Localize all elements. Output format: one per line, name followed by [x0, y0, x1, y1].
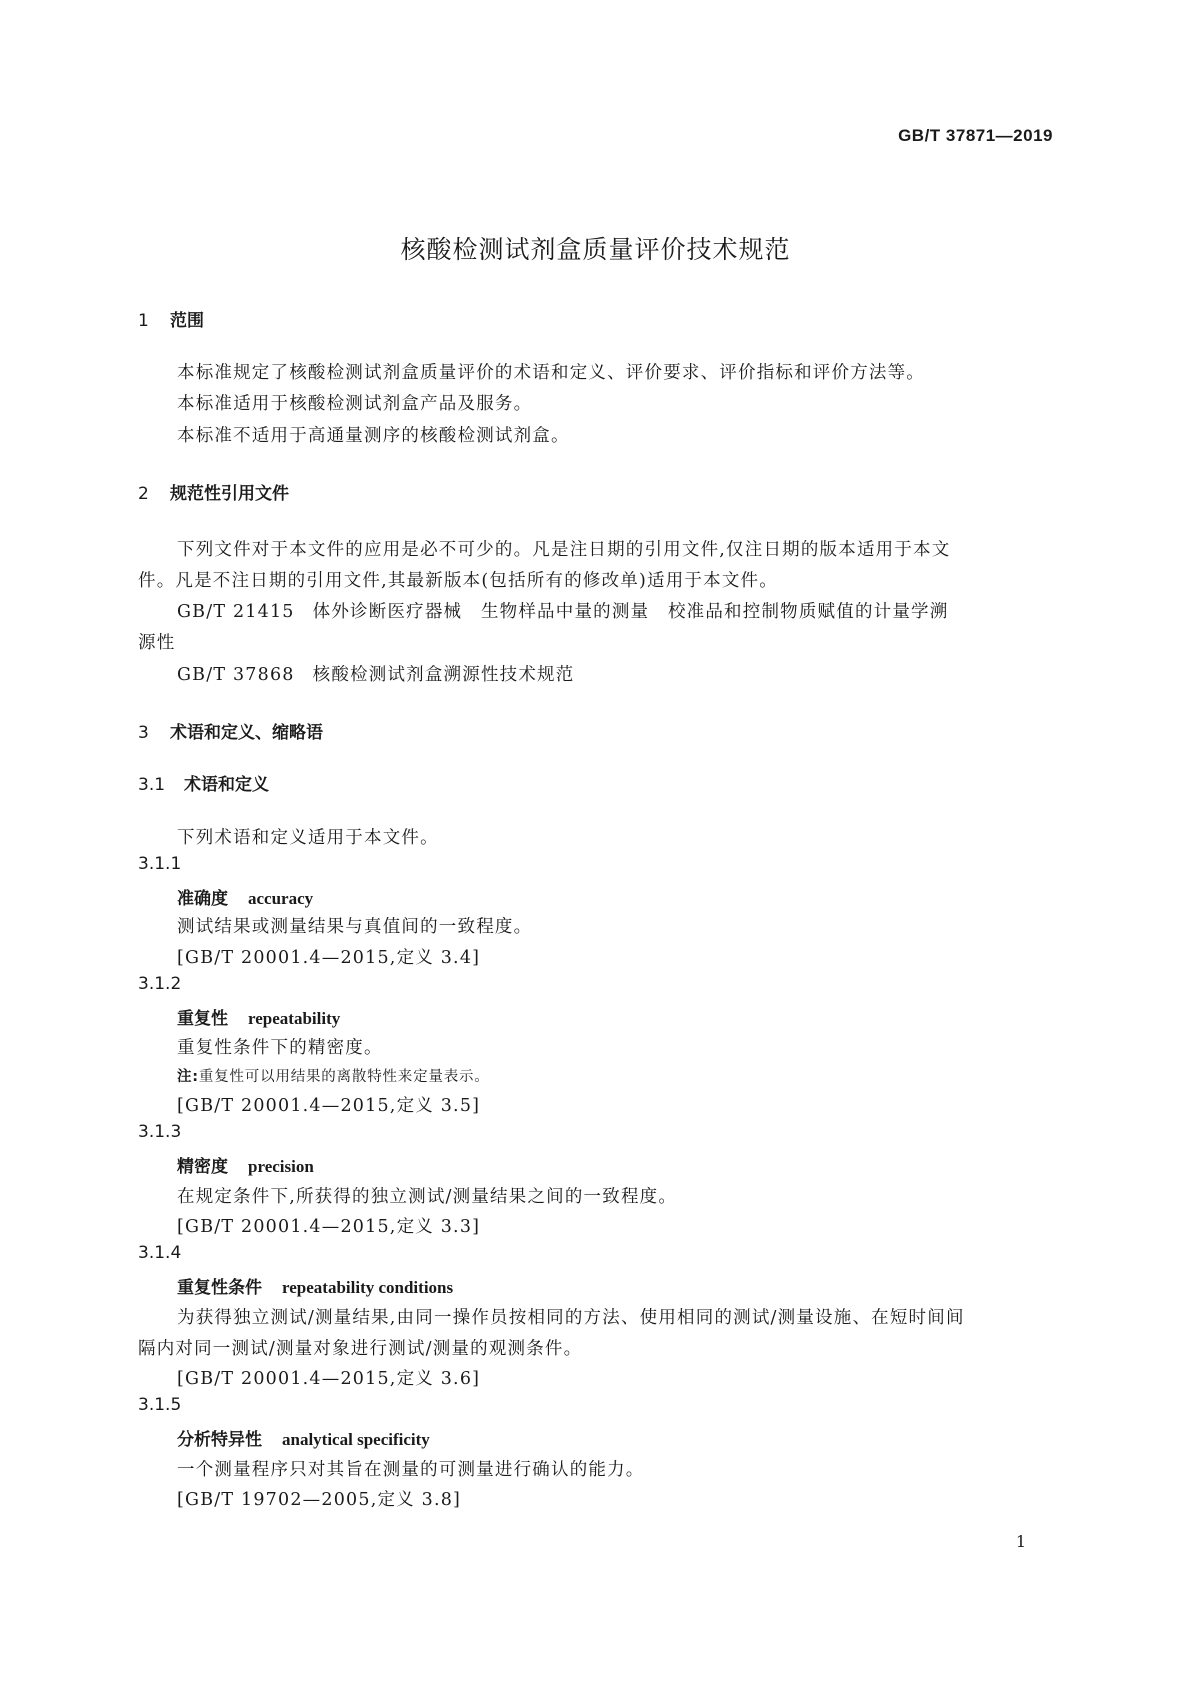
section-title: 规范性引用文件 [170, 484, 289, 504]
note-text: 重复性可以用结果的离散特性来定量表示。 [198, 1069, 490, 1085]
term-heading [177, 1425, 430, 1450]
reference-title: 核酸检测试剂盒溯源性技术规范 [312, 665, 575, 685]
section-title: 术语和定义 [184, 775, 269, 795]
term-heading [177, 1273, 453, 1298]
term-number: 3.1.1 [138, 854, 182, 874]
section-3-heading [138, 718, 323, 743]
paragraph: 下列术语和定义适用于本文件。 [177, 828, 439, 848]
paragraph: 本标准适用于核酸检测试剂盒产品及服务。 [177, 394, 533, 414]
section-title: 范围 [170, 311, 204, 331]
paragraph: 本标准规定了核酸检测试剂盒质量评价的术语和定义、评价要求、评价指标和评价方法等。 [177, 363, 925, 383]
term-definition: 测试结果或测量结果与真值间的一致程度。 [177, 917, 533, 937]
term-heading [177, 1004, 340, 1029]
note-label: 注: [177, 1069, 199, 1085]
term-source: [GB/T 19702—2005,定义 3.8] [177, 1490, 462, 1510]
document-title: 核酸检测试剂盒质量评价技术规范 [400, 235, 791, 264]
term-number: 3.1.4 [138, 1243, 182, 1263]
term-source: [GB/T 20001.4—2015,定义 3.3] [177, 1217, 481, 1237]
term-zh: 重复性条件 [177, 1278, 262, 1298]
section-number: 1 [138, 311, 149, 331]
term-number: 3.1.5 [138, 1395, 182, 1415]
reference-code: GB/T 21415 [177, 602, 295, 622]
term-note [177, 1065, 490, 1086]
term-definition: 为获得独立测试/测量结果,由同一操作员按相同的方法、使用相同的测试/测量设施、在短时间间 [177, 1308, 965, 1328]
term-zh: 重复性 [177, 1009, 228, 1029]
term-source: [GB/T 20001.4—2015,定义 3.4] [177, 948, 481, 968]
reference-1-continued: 源性 [138, 633, 176, 653]
section-number: 3.1 [138, 775, 166, 795]
term-heading [177, 1152, 314, 1177]
section-3-1-heading [138, 770, 269, 795]
paragraph: 件。凡是不注日期的引用文件,其最新版本(包括所有的修改单)适用于本文件。 [138, 571, 778, 591]
standard-number: GB/T 37871—2019 [898, 126, 1053, 145]
section-number: 3 [138, 723, 149, 743]
term-zh: 精密度 [177, 1157, 228, 1177]
term-heading [177, 884, 313, 909]
reference-code: GB/T 37868 [177, 665, 295, 685]
term-zh: 分析特异性 [177, 1430, 262, 1450]
term-number: 3.1.2 [138, 974, 182, 994]
term-definition: 一个测量程序只对其旨在测量的可测量进行确认的能力。 [177, 1460, 645, 1480]
term-en: repeatability [248, 1009, 341, 1028]
section-title: 术语和定义、缩略语 [170, 723, 323, 743]
term-definition-continued: 隔内对同一测试/测量对象进行测试/测量的观测条件。 [138, 1339, 583, 1359]
term-zh: 准确度 [177, 889, 228, 909]
section-2-heading [138, 479, 289, 504]
term-en: repeatability conditions [282, 1278, 454, 1297]
paragraph: 本标准不适用于高通量测序的核酸检测试剂盒。 [177, 426, 570, 446]
term-en: accuracy [248, 889, 314, 908]
reference-1 [177, 598, 948, 623]
term-source: [GB/T 20001.4—2015,定义 3.6] [177, 1369, 481, 1389]
section-1-heading [138, 306, 204, 331]
term-definition: 在规定条件下,所获得的独立测试/测量结果之间的一致程度。 [177, 1187, 678, 1207]
paragraph: 下列文件对于本文件的应用是必不可少的。凡是注日期的引用文件,仅注日期的版本适用于本文 [177, 540, 951, 560]
section-number: 2 [138, 484, 149, 504]
term-en: analytical specificity [282, 1430, 430, 1449]
term-source: [GB/T 20001.4—2015,定义 3.5] [177, 1096, 481, 1116]
reference-2 [177, 661, 574, 686]
reference-title: 体外诊断医疗器械 生物样品中量的测量 校准品和控制物质赋值的计量学溯 [312, 602, 949, 622]
page-number: 1 [1015, 1532, 1026, 1551]
term-number: 3.1.3 [138, 1122, 182, 1142]
term-en: precision [248, 1157, 314, 1176]
term-definition: 重复性条件下的精密度。 [177, 1038, 383, 1058]
